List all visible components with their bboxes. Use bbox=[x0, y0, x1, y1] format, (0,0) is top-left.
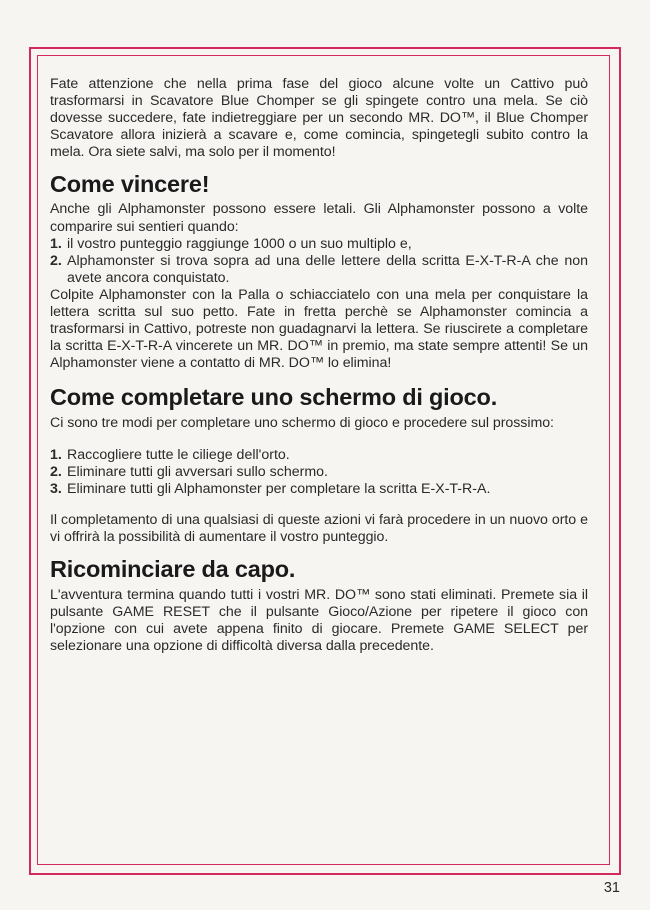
list-number: 2. bbox=[50, 252, 62, 269]
heading-come-completare: Come completare uno schermo di gioco. bbox=[50, 384, 498, 411]
list-text: il vostro punteggio raggiunge 1000 o un suo multiplo e, bbox=[67, 235, 412, 252]
list-number: 1. bbox=[50, 235, 62, 252]
list-number: 3. bbox=[50, 480, 62, 497]
section3-body: L'avventura termina quando tutti i vostri MR. DO™ sono stati eliminati. Premete sia il pulsante GAME RESET che il pulsante Gioco/Azione per ripetere il gioco con l'opzione con cui avete appena finito di giocare. Premete GAME SELECT per selezionare una opzione di difficoltà diversa dalla precedente. bbox=[50, 586, 588, 655]
list-text: Raccogliere tutte le ciliege dell'orto. bbox=[67, 446, 290, 463]
page-content bbox=[50, 76, 588, 655]
list-text: Eliminare tutti gli Alphamonster per completare la scritta E-X-T-R-A. bbox=[67, 480, 491, 497]
heading-ricominciare: Ricominciare da capo. bbox=[50, 555, 296, 582]
list-item bbox=[50, 253, 588, 287]
list-number: 2. bbox=[50, 463, 62, 480]
list-number: 1. bbox=[50, 446, 62, 463]
heading-come-vincere: Come vincere! bbox=[50, 171, 210, 198]
page-number: 31 bbox=[603, 880, 620, 896]
list-item bbox=[50, 464, 588, 481]
intro-paragraph: Fate attenzione che nella prima fase del gioco alcune volte un Cattivo può trasformarsi in Scavatore Blue Chomper se gli spingete contro una mela. Se ciò dovesse succedere, fate indietreggiare per un secondo MR. DO™, il Blue Chomper Scavatore allora inizierà a scavare e, come comincia, spingetegli subito contro la mela. Ora siete salvi, ma solo per il momento! bbox=[50, 76, 588, 161]
section1-lead: Anche gli Alphamonster possono essere letali. Gli Alphamonster possono a volte comparire sui sentieri quando: bbox=[50, 201, 588, 235]
section1-body: Colpite Alphamonster con la Palla o schiacciatelo con una mela per conquistare la lettera scritta sul suo petto. Fate in fretta perchè se Alphamonster comincia a trasformarsi in Cattivo, potreste non guadagnarvi la lettera. Se riuscirete a completare la scritta E-X-T-R-A vincerete un MR. DO™ in premio, ma state sempre attenti! Se un Alphamonster viene a contatto di MR. DO™ lo elimina! bbox=[50, 286, 588, 372]
list-text: Alphamonster si trova sopra ad una delle lettere della scritta E-X-T-R-A che non avete ancora conquistato. bbox=[67, 252, 588, 286]
list-text: Eliminare tutti gli avversari sullo schermo. bbox=[67, 463, 328, 480]
list-item bbox=[50, 236, 588, 253]
list-item bbox=[50, 447, 588, 464]
section2-lead: Ci sono tre modi per completare uno schermo di gioco e procedere sul prossimo: bbox=[50, 415, 554, 432]
list-item bbox=[50, 481, 588, 498]
section2-body: Il completamento di una qualsiasi di queste azioni vi farà procedere in un nuovo orto e vi offrirà la possibilità di aumentare il vostro punteggio. bbox=[50, 511, 588, 545]
